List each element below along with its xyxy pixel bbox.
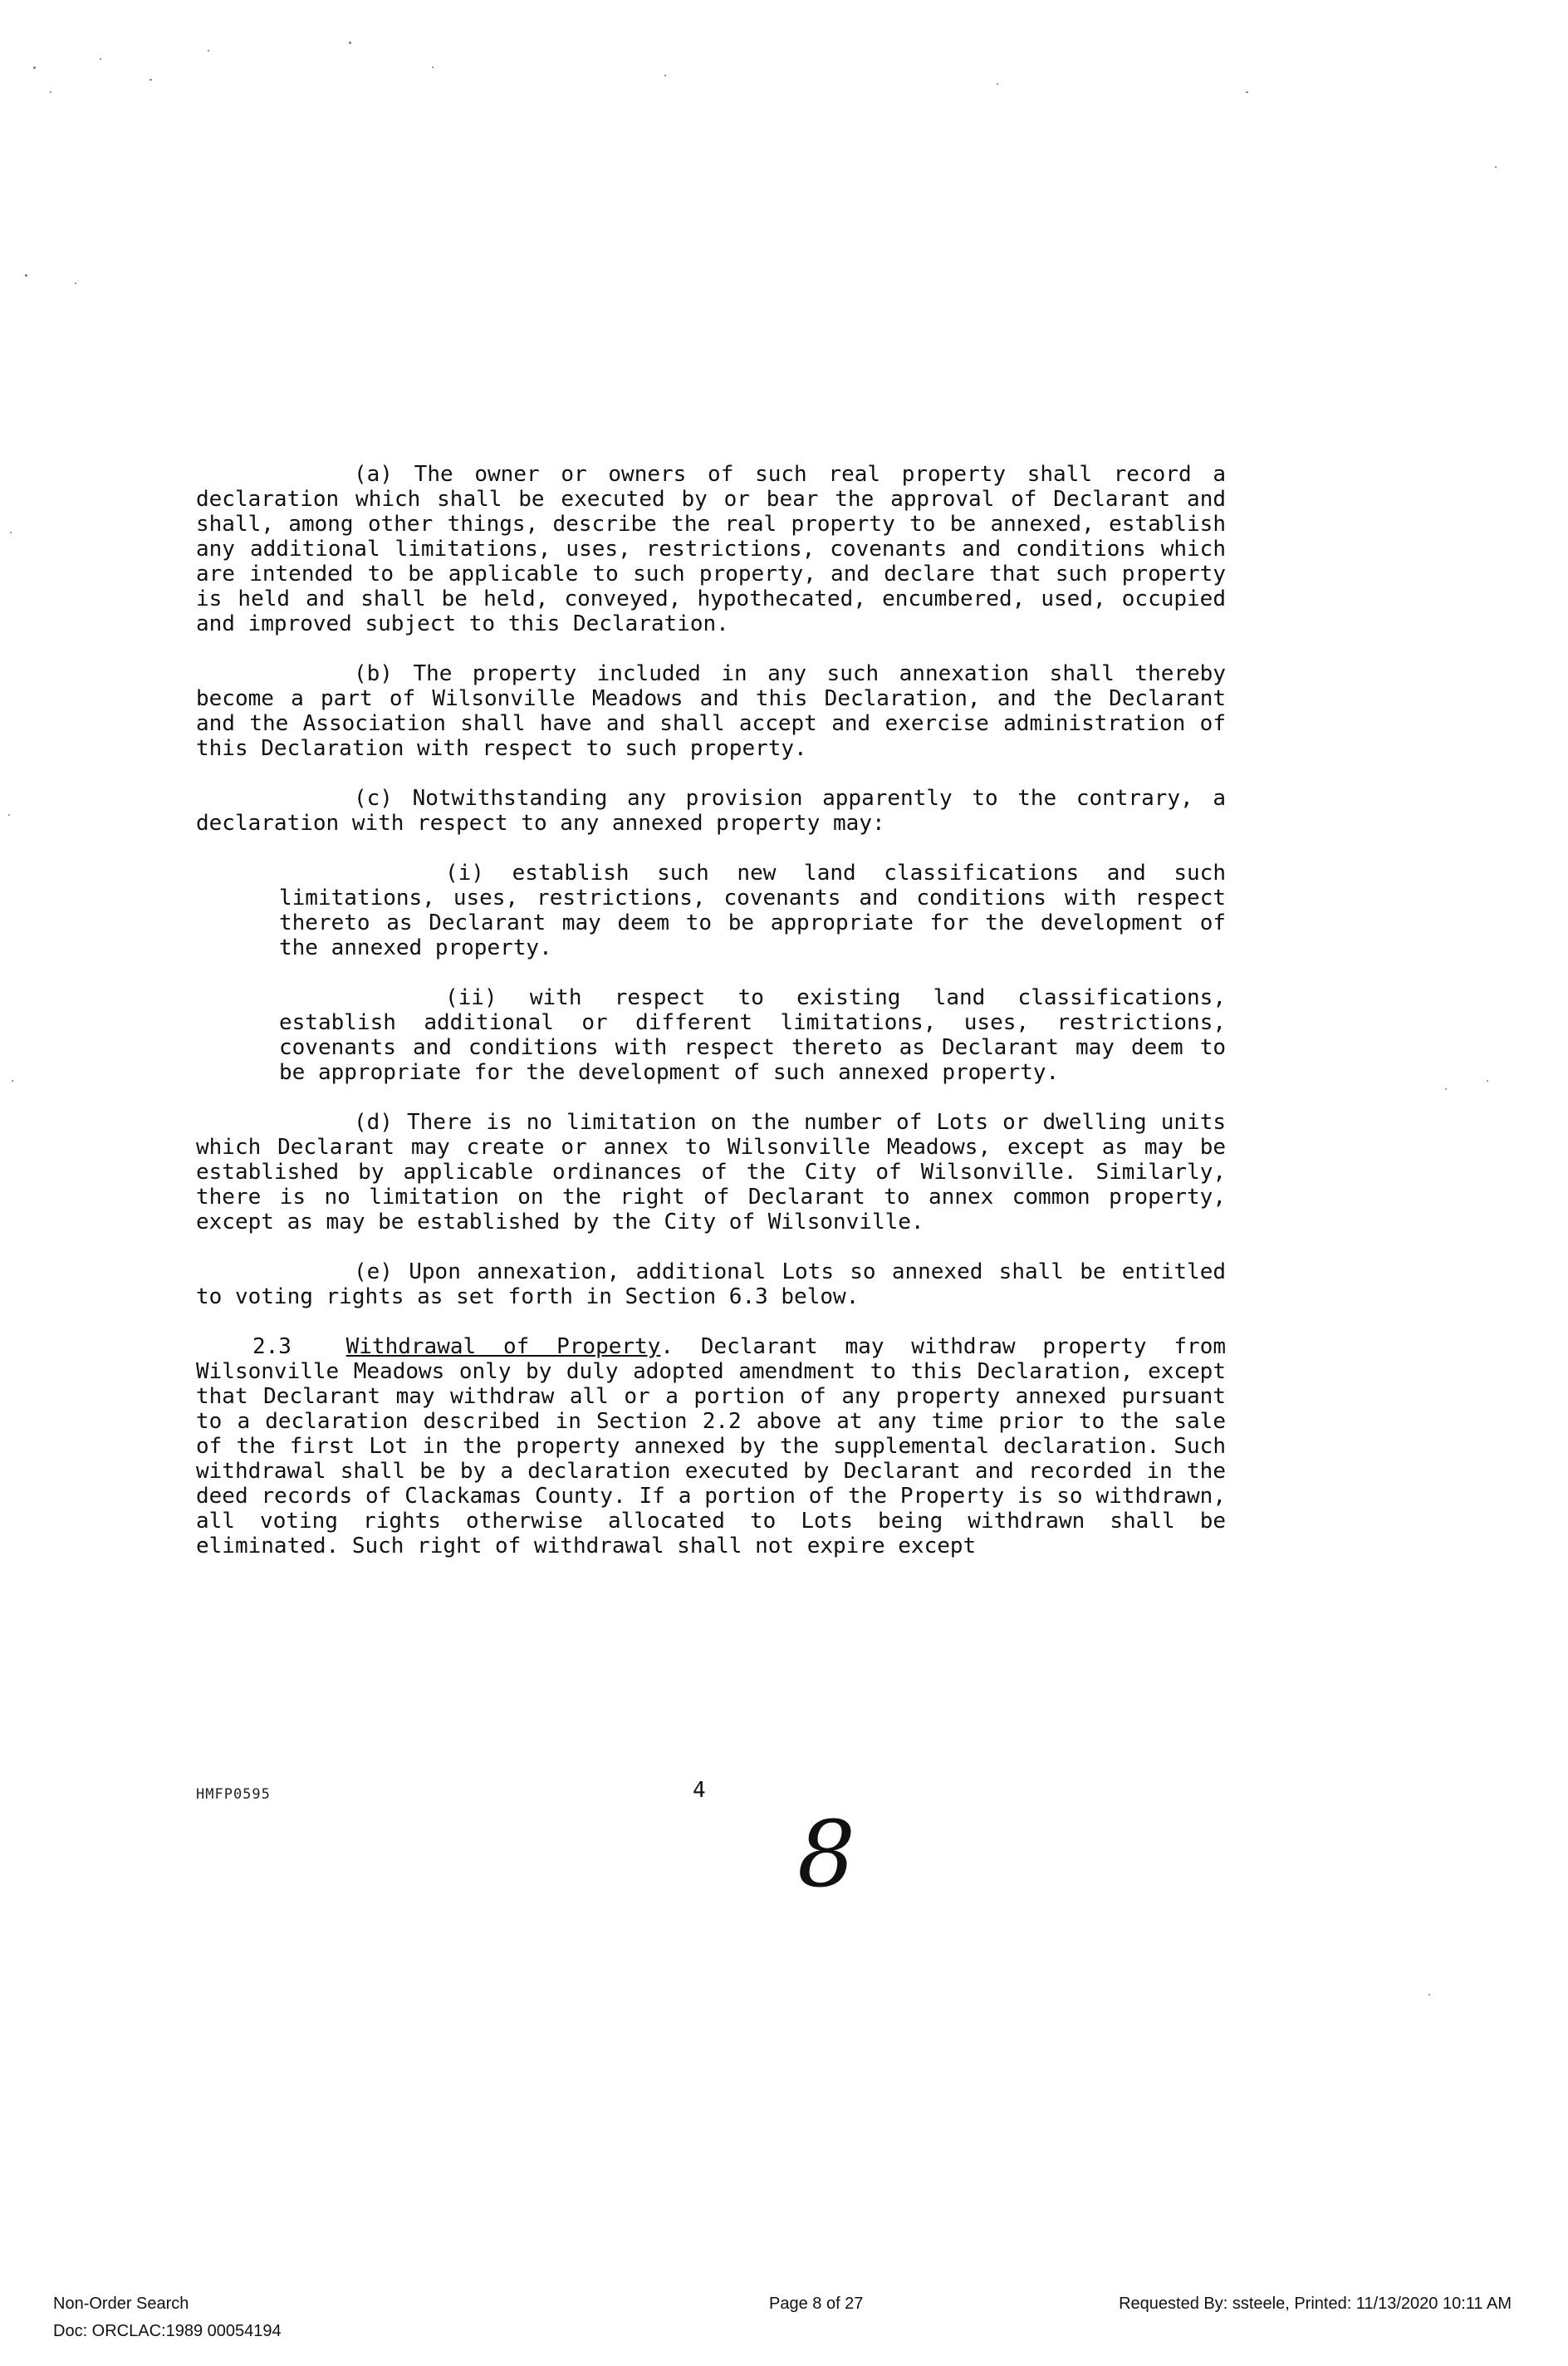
bottom-bar-doc-id: Doc: ORCLAC:1989 00054194 [53,2322,282,2340]
paragraph-c-ii: (ii) with respect to existing land classifications, establish additional or different limitations, uses, restrictions, covenants and conditions with respect thereto as Declarant may deem to be appropriate for the development of such annexed property. [279,985,1226,1085]
handwritten-page-number [797,1803,855,1902]
bottom-bar-search-type: Non-Order Search [53,2295,189,2313]
section-number: 2.3 [252,1334,292,1359]
bottom-bar-page-indicator: Page 8 of 27 [769,2295,864,2313]
paragraph-d: (d) There is no limitation on the number of Lots or dwelling units which Declarant may create or annex to Wilsonville Meadows, except as may be established by applicable ordinances of the City of Wilsonville. Similarly, there is no limitation on the right of Declarant to annex common property, except as may be established by the City of Wilsonville. [196,1110,1226,1235]
paragraph-b: (b) The property included in any such annexation shall thereby become a part of Wilsonville Meadows and this Declaration, and the Declarant and the Association shall have and shall accept and exercise administration of this Declaration with respect to such property. [196,661,1226,761]
handwritten-digit: 8 [797,1803,855,1902]
bottom-bar-requested-by: Requested By: ssteele, Printed: 11/13/2020 10:11 AM [1119,2295,1512,2313]
document-body [196,462,1226,1583]
paragraph-a: (a) The owner or owners of such real property shall record a declaration which shall be executed by or bear the approval of Declarant and shall, among other things, describe the real property to be annexed, establish any additional limitations, uses, restrictions, covenants and conditions which are intended to be applicable to such property, and declare that such property is held and shall be held, conveyed, hypothecated, encumbered, used, occupied and improved subject to this Declaration. [196,462,1226,636]
section-2-3 [196,1334,1226,1559]
section-heading: Withdrawal of Property [345,1334,661,1359]
footer-code: HMFP0595 [196,1786,271,1803]
paragraph-c: (c) Notwithstanding any provision apparently to the contrary, a declaration with respect to any annexed property may: [196,786,1226,836]
paragraph-c-i: (i) establish such new land classifications and such limitations, uses, restrictions, covenants and conditions with respect thereto as Declarant may deem to be appropriate for the development of the annexed property. [279,861,1226,960]
paragraph-e: (e) Upon annexation, additional Lots so annexed shall be entitled to voting rights as set forth in Section 6.3 below. [196,1259,1226,1309]
section-text: . Declarant may withdraw property from Wilsonville Meadows only by duly adopted amendment to this Declaration, except that Declarant may withdraw all or a portion of any property annexed pursuant to a declaration described in Section 2.2 above at any time prior to the sale of the first Lot in the property annexed by the supplemental declaration. Such withdrawal shall be by a declaration executed by Declarant and recorded in the deed records of Clackamas County. If a portion of the Property is so withdrawn, all voting rights otherwise allocated to Lots being withdrawn shall be eliminated. Such right of withdrawal shall not expire except [196,1334,1227,1559]
page-number: 4 [693,1778,706,1803]
